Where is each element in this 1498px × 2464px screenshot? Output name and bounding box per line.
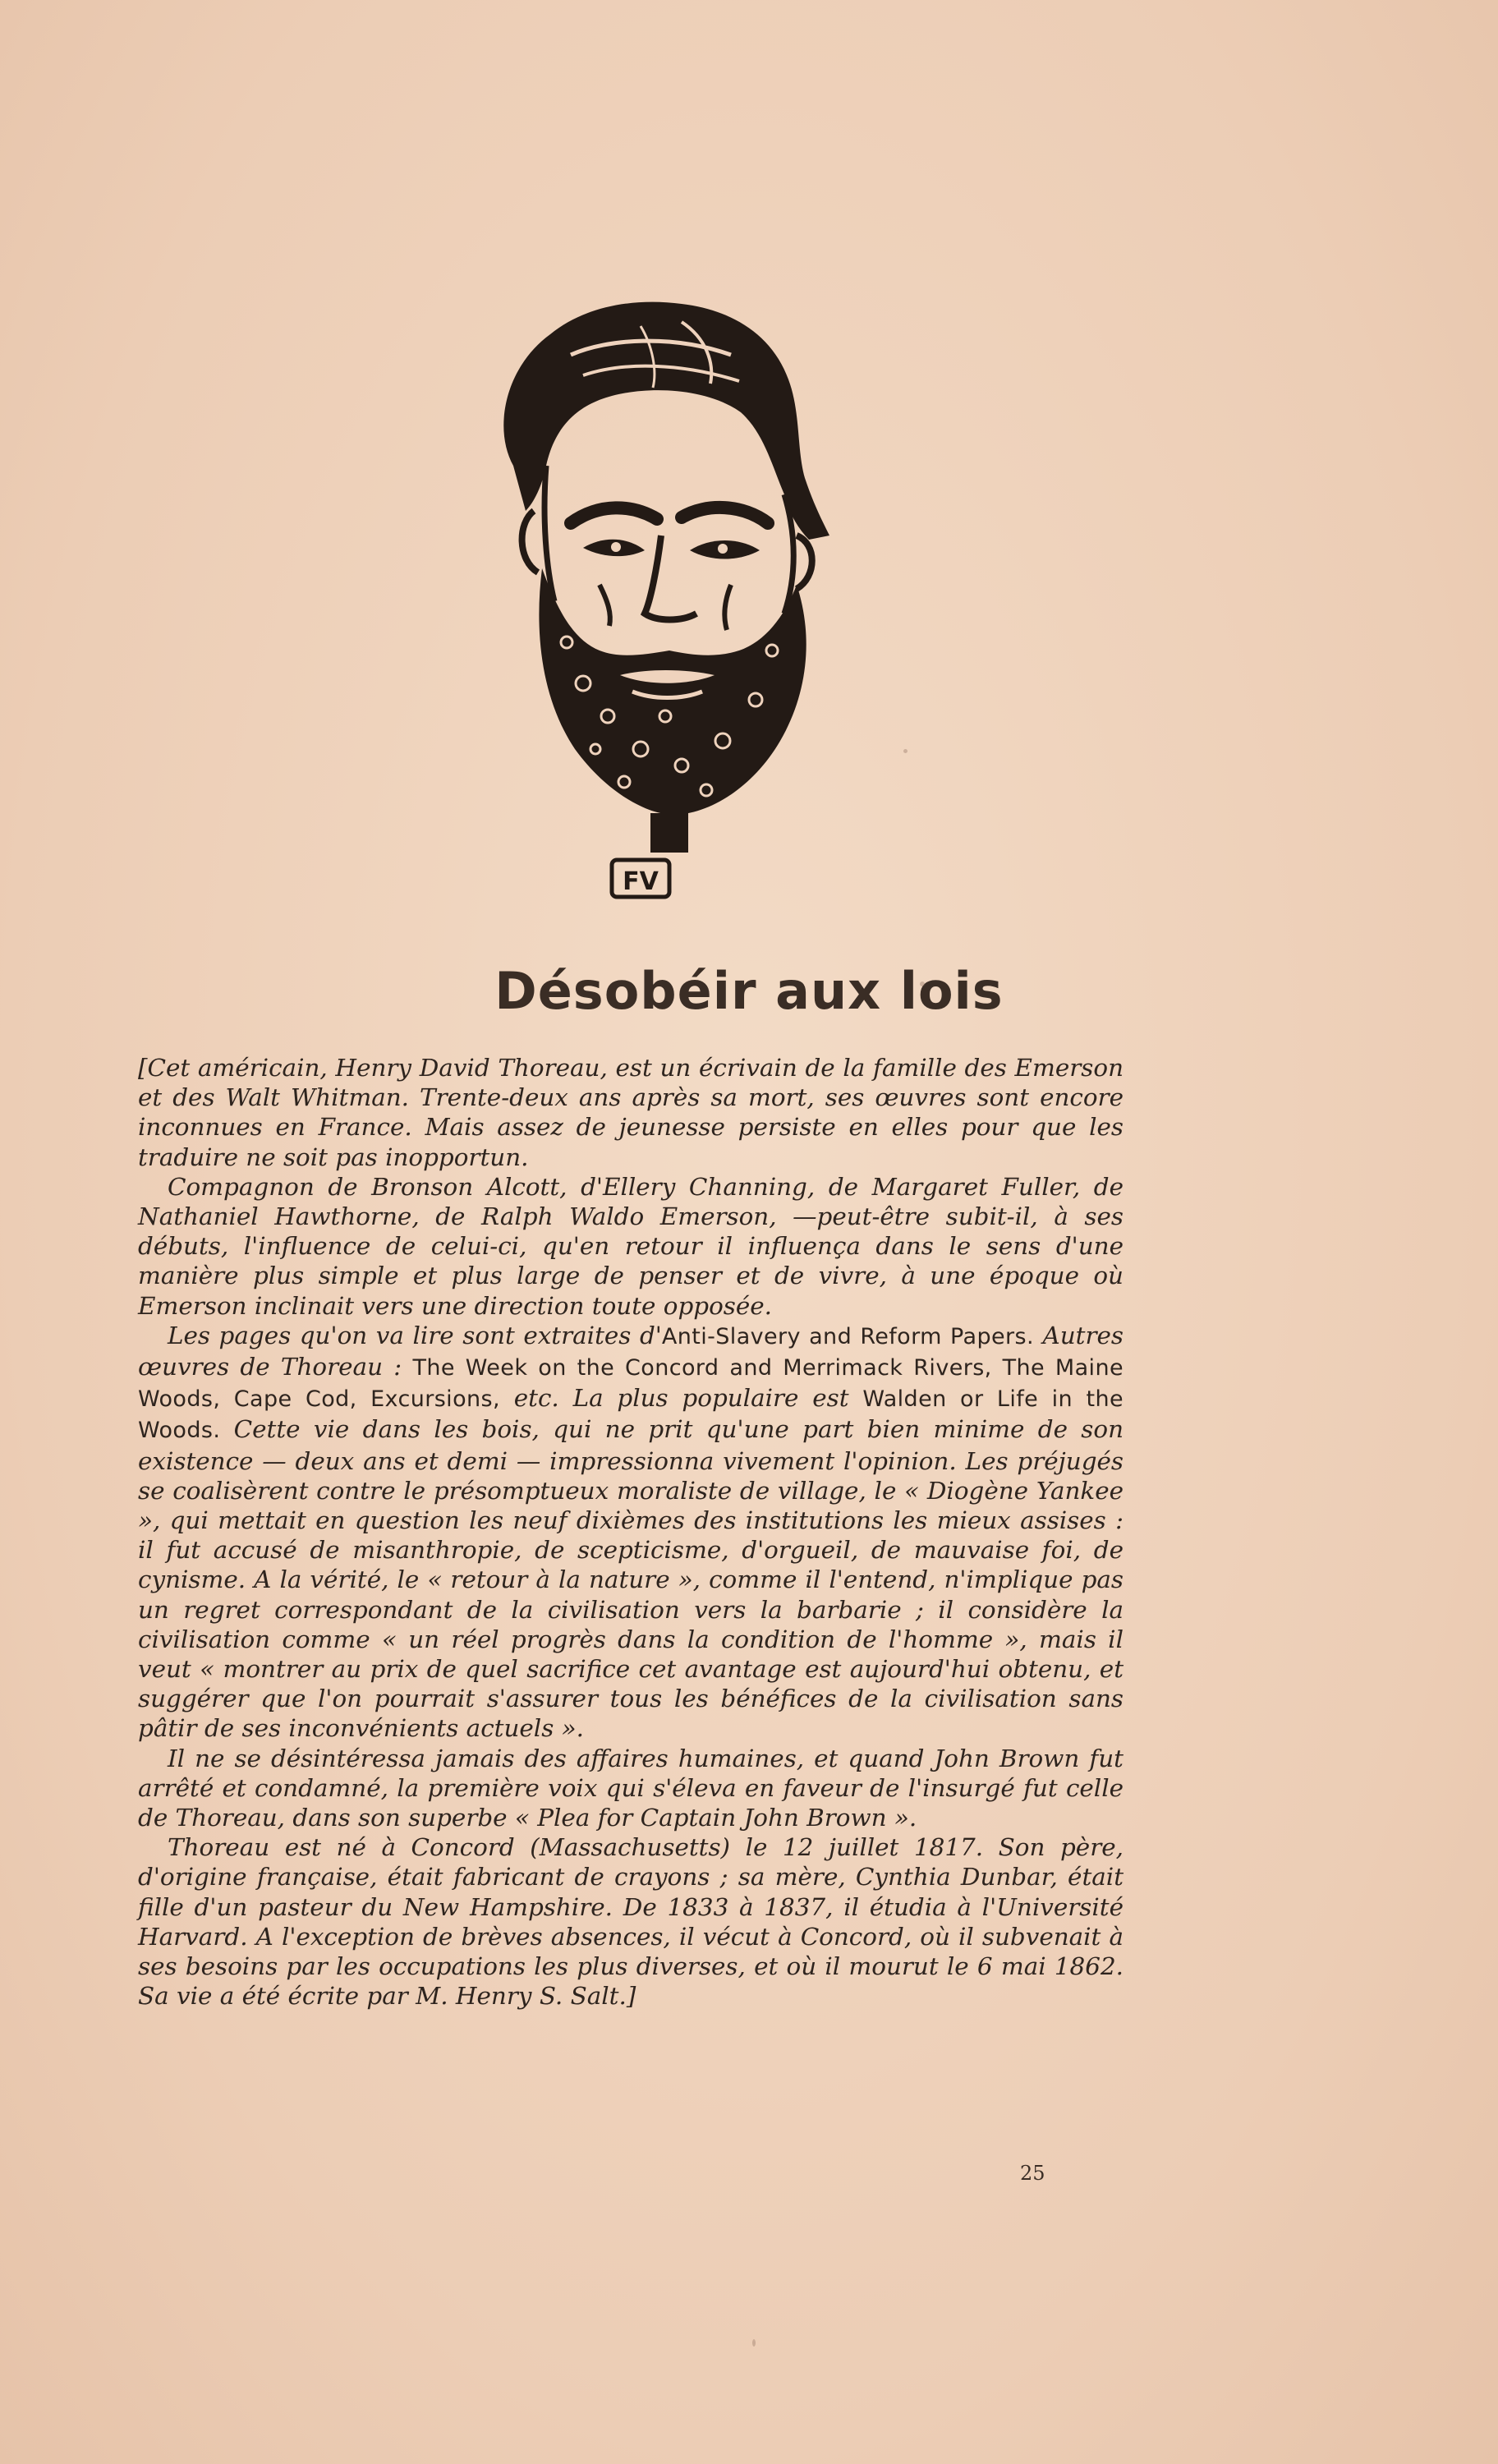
- paragraph-text: Thoreau est né à Concord (Massachusetts) le 12 juillet 1817. Son père, d'origine française, était fabricant de crayons ; sa mère, Cynthia Dunbar, était fille d'un pasteur du New Hampshire. De 1833 à 1837, il étudia à l'Université Harvard. A l'exception de brèves absences, il vécut à Concord, où il subvenait à ses besoins par les occupations les plus diverses, et où il mourut le 6 mai 1862. Sa vie a été écrite par M. Henry S. Salt.]: [138, 1833, 1124, 2011]
- paragraph: [138, 1321, 1124, 1744]
- book-title-text: Anti-Slavery and Reform Papers.: [661, 1323, 1034, 1349]
- paper-speck: [903, 749, 908, 753]
- paragraph: [138, 1832, 1124, 2011]
- paper-speck: [920, 981, 925, 986]
- paragraph-text: Compagnon de Bronson Alcott, d'Ellery Channing, de Margaret Fuller, de Nathaniel Hawthorne, de Ralph Waldo Emerson, —peut-être subit-il, à ses débuts, l'influence de celui-ci, qu'en retour il influença dans le sens d'une manière plus simple et plus large de penser et de vivre, à une époque où Emerson inclinait vers une direction toute opposée.: [138, 1172, 1124, 1320]
- paragraph: [138, 1744, 1124, 1833]
- paragraph-text: Autres œuvres de Thoreau :: [138, 1321, 1124, 1381]
- paragraph-text: Il ne se désintéressa jamais des affaires humaines, et quand John Brown fut arrêté et condamné, la première voix qui s'éleva en faveur de l'insurgé fut celle de Thoreau, dans son superbe « Plea for Captain John Brown ».: [138, 1744, 1124, 1832]
- article-title: Désobéir aux lois: [494, 961, 1004, 1021]
- paragraph: [138, 1172, 1124, 1321]
- book-title-text: The Week on the Concord and Merrimack Rivers, The Maine Woods, Cape Cod, Excursions,: [138, 1355, 1124, 1413]
- paragraph-text: Les pages qu'on va lire sont extraites d': [168, 1321, 662, 1349]
- page-number: 25: [1020, 2162, 1045, 2185]
- book-title-text: Walden or Life in the Woods.: [138, 1386, 1124, 1444]
- artist-monogram: FV: [623, 867, 659, 896]
- thoreau-woodcut-portrait: [435, 289, 846, 922]
- paper-speck: [752, 2339, 756, 2347]
- paragraph-text: Cette vie dans les bois, qui ne prit qu'une part bien minime de son existence — deux ans et demi — impressionna vivement l'opinion. Les préjugés se coalisèrent contre le présomptueux moraliste de village, le « Diogène Yankee », qui mettait en question les neuf dixièmes des institutions les mieux assises : il fut accusé de misanthropie, de scepticisme, d'orgueil, de mauvaise foi, de cynisme. A la vérité, le « retour à la nature », comme il l'entend, n'implique pas un regret correspondant de la civilisation vers la barbarie ; il considère la civilisation comme « un réel progrès dans la condition de l'homme », mais il veut « montrer au prix de quel sacrifice cet avantage est aujourd'hui obtenu, et suggérer que l'on pourrait s'assurer tous les bénéfices de la civilisation sans pâtir de ses inconvénients actuels ».: [138, 1415, 1124, 1743]
- paragraph-text: etc. La plus populaire est: [499, 1384, 863, 1413]
- paragraph-text: [Cet américain, Henry David Thoreau, est un écrivain de la famille des Emerson et des Walt Whitman. Trente-deux ans après sa mort, ses œuvres sont encore inconnues en France. Mais assez de jeunesse persiste en elles pour que les traduire ne soit pas inopportun.: [138, 1054, 1124, 1171]
- paragraph: [138, 1053, 1124, 1172]
- article-introduction: [138, 1053, 1124, 2011]
